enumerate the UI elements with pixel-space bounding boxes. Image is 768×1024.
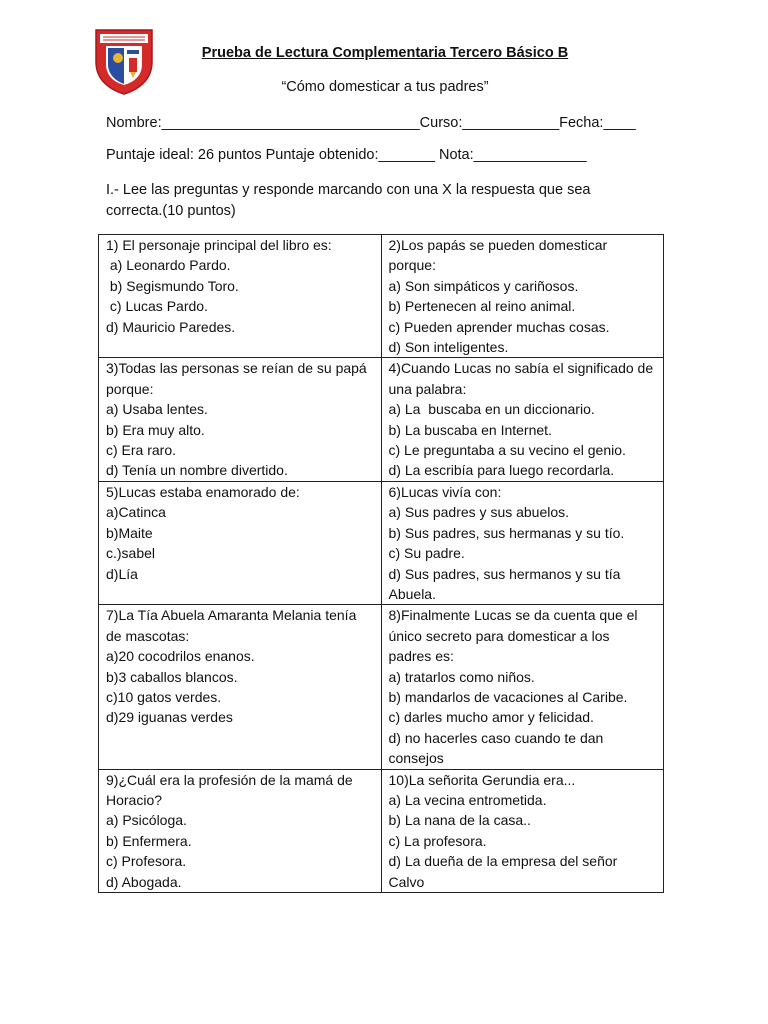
- answer-option[interactable]: d) Abogada.: [106, 873, 182, 890]
- answer-option[interactable]: d) Sus padres, sus hermanos y su tía Abuela.: [388, 565, 621, 602]
- question-text: 6)Lucas vivía con:: [388, 483, 502, 500]
- student-info-line: Nombre:________________________________Curso:____________Fecha:____: [106, 115, 636, 131]
- answer-option[interactable]: c) Su padre.: [388, 545, 465, 562]
- question-cell: [381, 481, 664, 604]
- instructions: I.- Lee las preguntas y responde marcando con una X la respuesta que sea correcta.(10 puntos): [106, 182, 591, 219]
- question-cell: [381, 605, 664, 769]
- answer-option[interactable]: c) Profesora.: [106, 853, 187, 870]
- answer-option[interactable]: a)20 cocodrilos enanos.: [106, 648, 255, 665]
- answer-option[interactable]: b) Sus padres, sus hermanas y su tío.: [388, 524, 625, 541]
- question-cell: [99, 769, 382, 892]
- answer-option[interactable]: d) Tenía un nombre divertido.: [106, 462, 288, 479]
- answer-option[interactable]: c) Le preguntaba a su vecino el genio.: [388, 442, 626, 459]
- answer-option[interactable]: d) Son inteligentes.: [388, 339, 509, 356]
- answer-option[interactable]: b) Era muy alto.: [106, 421, 205, 438]
- questions-table: [98, 234, 664, 893]
- answer-option[interactable]: b)Maite: [106, 524, 153, 541]
- answer-option[interactable]: a) Son simpáticos y cariñosos.: [388, 277, 579, 294]
- question-text: 1) El personaje principal del libro es:: [106, 237, 332, 253]
- question-text: 3)Todas las personas se reían de su papá porque:: [106, 360, 367, 397]
- table-row: [99, 481, 664, 604]
- question-cell: [99, 235, 382, 358]
- table-row: [99, 769, 664, 892]
- answer-option[interactable]: c) Pueden aprender muchas cosas.: [388, 318, 610, 335]
- question-cell: [381, 769, 664, 892]
- question-cell: [99, 481, 382, 604]
- answer-option[interactable]: d)29 iguanas verdes: [106, 709, 233, 726]
- question-text: 8)Finalmente Lucas se da cuenta que el único secreto para domesticar a los padres es:: [388, 607, 638, 665]
- answer-option[interactable]: a) Sus padres y sus abuelos.: [388, 504, 570, 521]
- table-row: [99, 605, 664, 769]
- answer-option[interactable]: b) Pertenecen al reino animal.: [388, 298, 576, 315]
- answer-option[interactable]: a)Catinca: [106, 504, 166, 521]
- school-crest-icon: [94, 28, 154, 96]
- answer-option[interactable]: c) Era raro.: [106, 442, 177, 459]
- answer-option[interactable]: d) no hacerles caso cuando te dan consejos: [388, 729, 604, 767]
- table-row: [99, 358, 664, 481]
- question-text: 7)La Tía Abuela Amaranta Melania tenía de mascotas:: [106, 607, 357, 644]
- answer-option[interactable]: c) Lucas Pardo.: [106, 298, 208, 315]
- question-text: 10)La señorita Gerundia era...: [388, 771, 576, 788]
- answer-option[interactable]: a) La buscaba en un diccionario.: [388, 401, 595, 418]
- score-line: Puntaje ideal: 26 puntos Puntaje obtenido:_______ Nota:______________: [106, 147, 587, 163]
- answer-option[interactable]: b) Enfermera.: [106, 832, 192, 849]
- question-text: 2)Los papás se pueden domesticar porque:: [388, 237, 608, 274]
- page-title: Prueba de Lectura Complementaria Tercero Básico B: [201, 45, 569, 61]
- answer-option[interactable]: b) Segismundo Toro.: [106, 277, 239, 294]
- answer-option[interactable]: a) Psicóloga.: [106, 812, 187, 829]
- answer-option[interactable]: c) darles mucho amor y felicidad.: [388, 709, 594, 726]
- table-row: [99, 235, 664, 358]
- answer-option[interactable]: d) Mauricio Paredes.: [106, 318, 236, 335]
- question-cell: [381, 235, 664, 358]
- question-text: 5)Lucas estaba enamorado de:: [106, 483, 300, 500]
- answer-option[interactable]: d)Lía: [106, 565, 138, 582]
- question-cell: [99, 358, 382, 481]
- answer-option[interactable]: c.)sabel: [106, 545, 156, 562]
- answer-option[interactable]: d) La escribía para luego recordarla.: [388, 462, 615, 479]
- answer-option[interactable]: b) mandarlos de vacaciones al Caribe.: [388, 688, 628, 705]
- book-title: “Cómo domesticar a tus padres”: [281, 79, 489, 95]
- answer-option[interactable]: b)3 caballos blancos.: [106, 668, 238, 685]
- question-text: 4)Cuando Lucas no sabía el significado de una palabra:: [388, 360, 654, 397]
- answer-option[interactable]: a) tratarlos como niños.: [388, 668, 535, 685]
- answer-option[interactable]: c)10 gatos verdes.: [106, 688, 222, 705]
- answer-option[interactable]: b) La nana de la casa..: [388, 812, 531, 829]
- question-cell: [99, 605, 382, 769]
- question-cell: [381, 358, 664, 481]
- answer-option[interactable]: a) La vecina entrometida.: [388, 791, 547, 808]
- answer-option[interactable]: c) La profesora.: [388, 832, 487, 849]
- answer-option[interactable]: a) Usaba lentes.: [106, 401, 208, 418]
- question-text: 9)¿Cuál era la profesión de la mamá de Horacio?: [106, 771, 353, 808]
- answer-option[interactable]: a) Leonardo Pardo.: [106, 257, 231, 274]
- answer-option[interactable]: d) La dueña de la empresa del señor Calvo: [388, 853, 618, 890]
- answer-option[interactable]: b) La buscaba en Internet.: [388, 421, 552, 438]
